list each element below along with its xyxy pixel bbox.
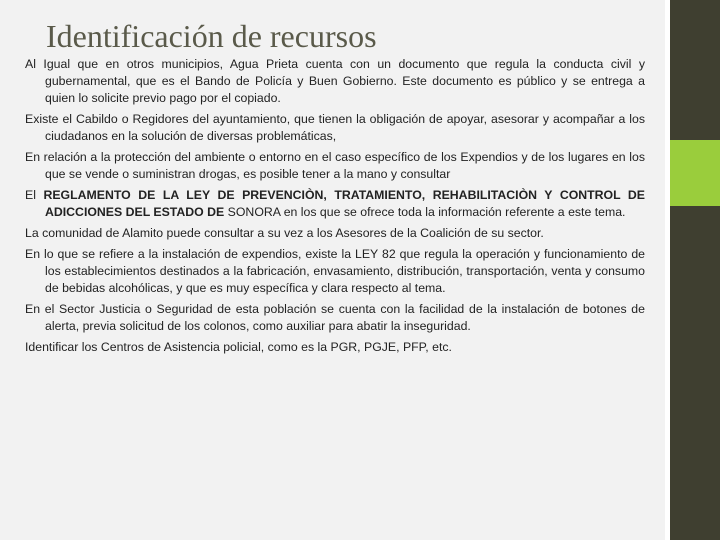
reglamento-prefix: El (25, 188, 44, 202)
content-list (25, 56, 645, 360)
paragraph-alamito: La comunidad de Alamito puede consultar a su vez a los Asesores de la Coalición de su sector. (25, 226, 544, 240)
reglamento-title: REGLAMENTO DE LA LEY DE PREVENCIÒN, TRATAMIENTO, REHABILITACIÒN Y CONTROL DE ADICCIONES DEL ESTADO DE (43, 188, 645, 219)
paragraph-cabildo: Existe el Cabildo o Regidores del ayuntamiento, que tienen la obligación de apoyar, asesorar y acompañar a los ciudadanos en la solución de diversas problemáticas, (25, 112, 645, 143)
sidebar-dark-band (670, 0, 720, 540)
paragraph-bando-policia: Al Igual que en otros municipios, Agua Prieta cuenta con un documento que regula la conducta civil y gubernamental, que es el Bando de Policía y Buen Gobierno. Este documento es público y se entrega a quien lo solicite previo pago por el copiado. (25, 57, 645, 105)
slide-title: Identificación de recursos (46, 18, 377, 54)
reglamento-suffix: SONORA en los que se ofrece toda la información referente a este tema. (224, 205, 626, 219)
paragraph-reglamento (25, 187, 645, 221)
paragraph-centros-asistencia: Identificar los Centros de Asistencia policial, como es la PGR, PGJE, PFP, etc. (25, 340, 452, 354)
paragraph-sector-justicia: En el Sector Justicia o Seguridad de esta población se cuenta con la facilidad de la instalación de botones de alerta, previa solicitud de los colonos, como auxiliar para abatir la inseguridad. (25, 302, 645, 333)
paragraph-ley-82: En lo que se refiere a la instalación de expendios, existe la LEY 82 que regula la operación y funcionamiento de los establecimientos destinados a la fabricación, envasamiento, distribución, transportación, venta y consumo de bebidas alcohólicas, y que es muy específica y clara respecto al tema. (25, 247, 645, 295)
sidebar-accent-block (670, 140, 720, 206)
paragraph-proteccion-ambiente: En relación a la protección del ambiente o entorno en el caso específico de los Expendios y de los lugares en los que se vende o suministran drogas, es posible tener a la mano y consultar (25, 150, 645, 181)
